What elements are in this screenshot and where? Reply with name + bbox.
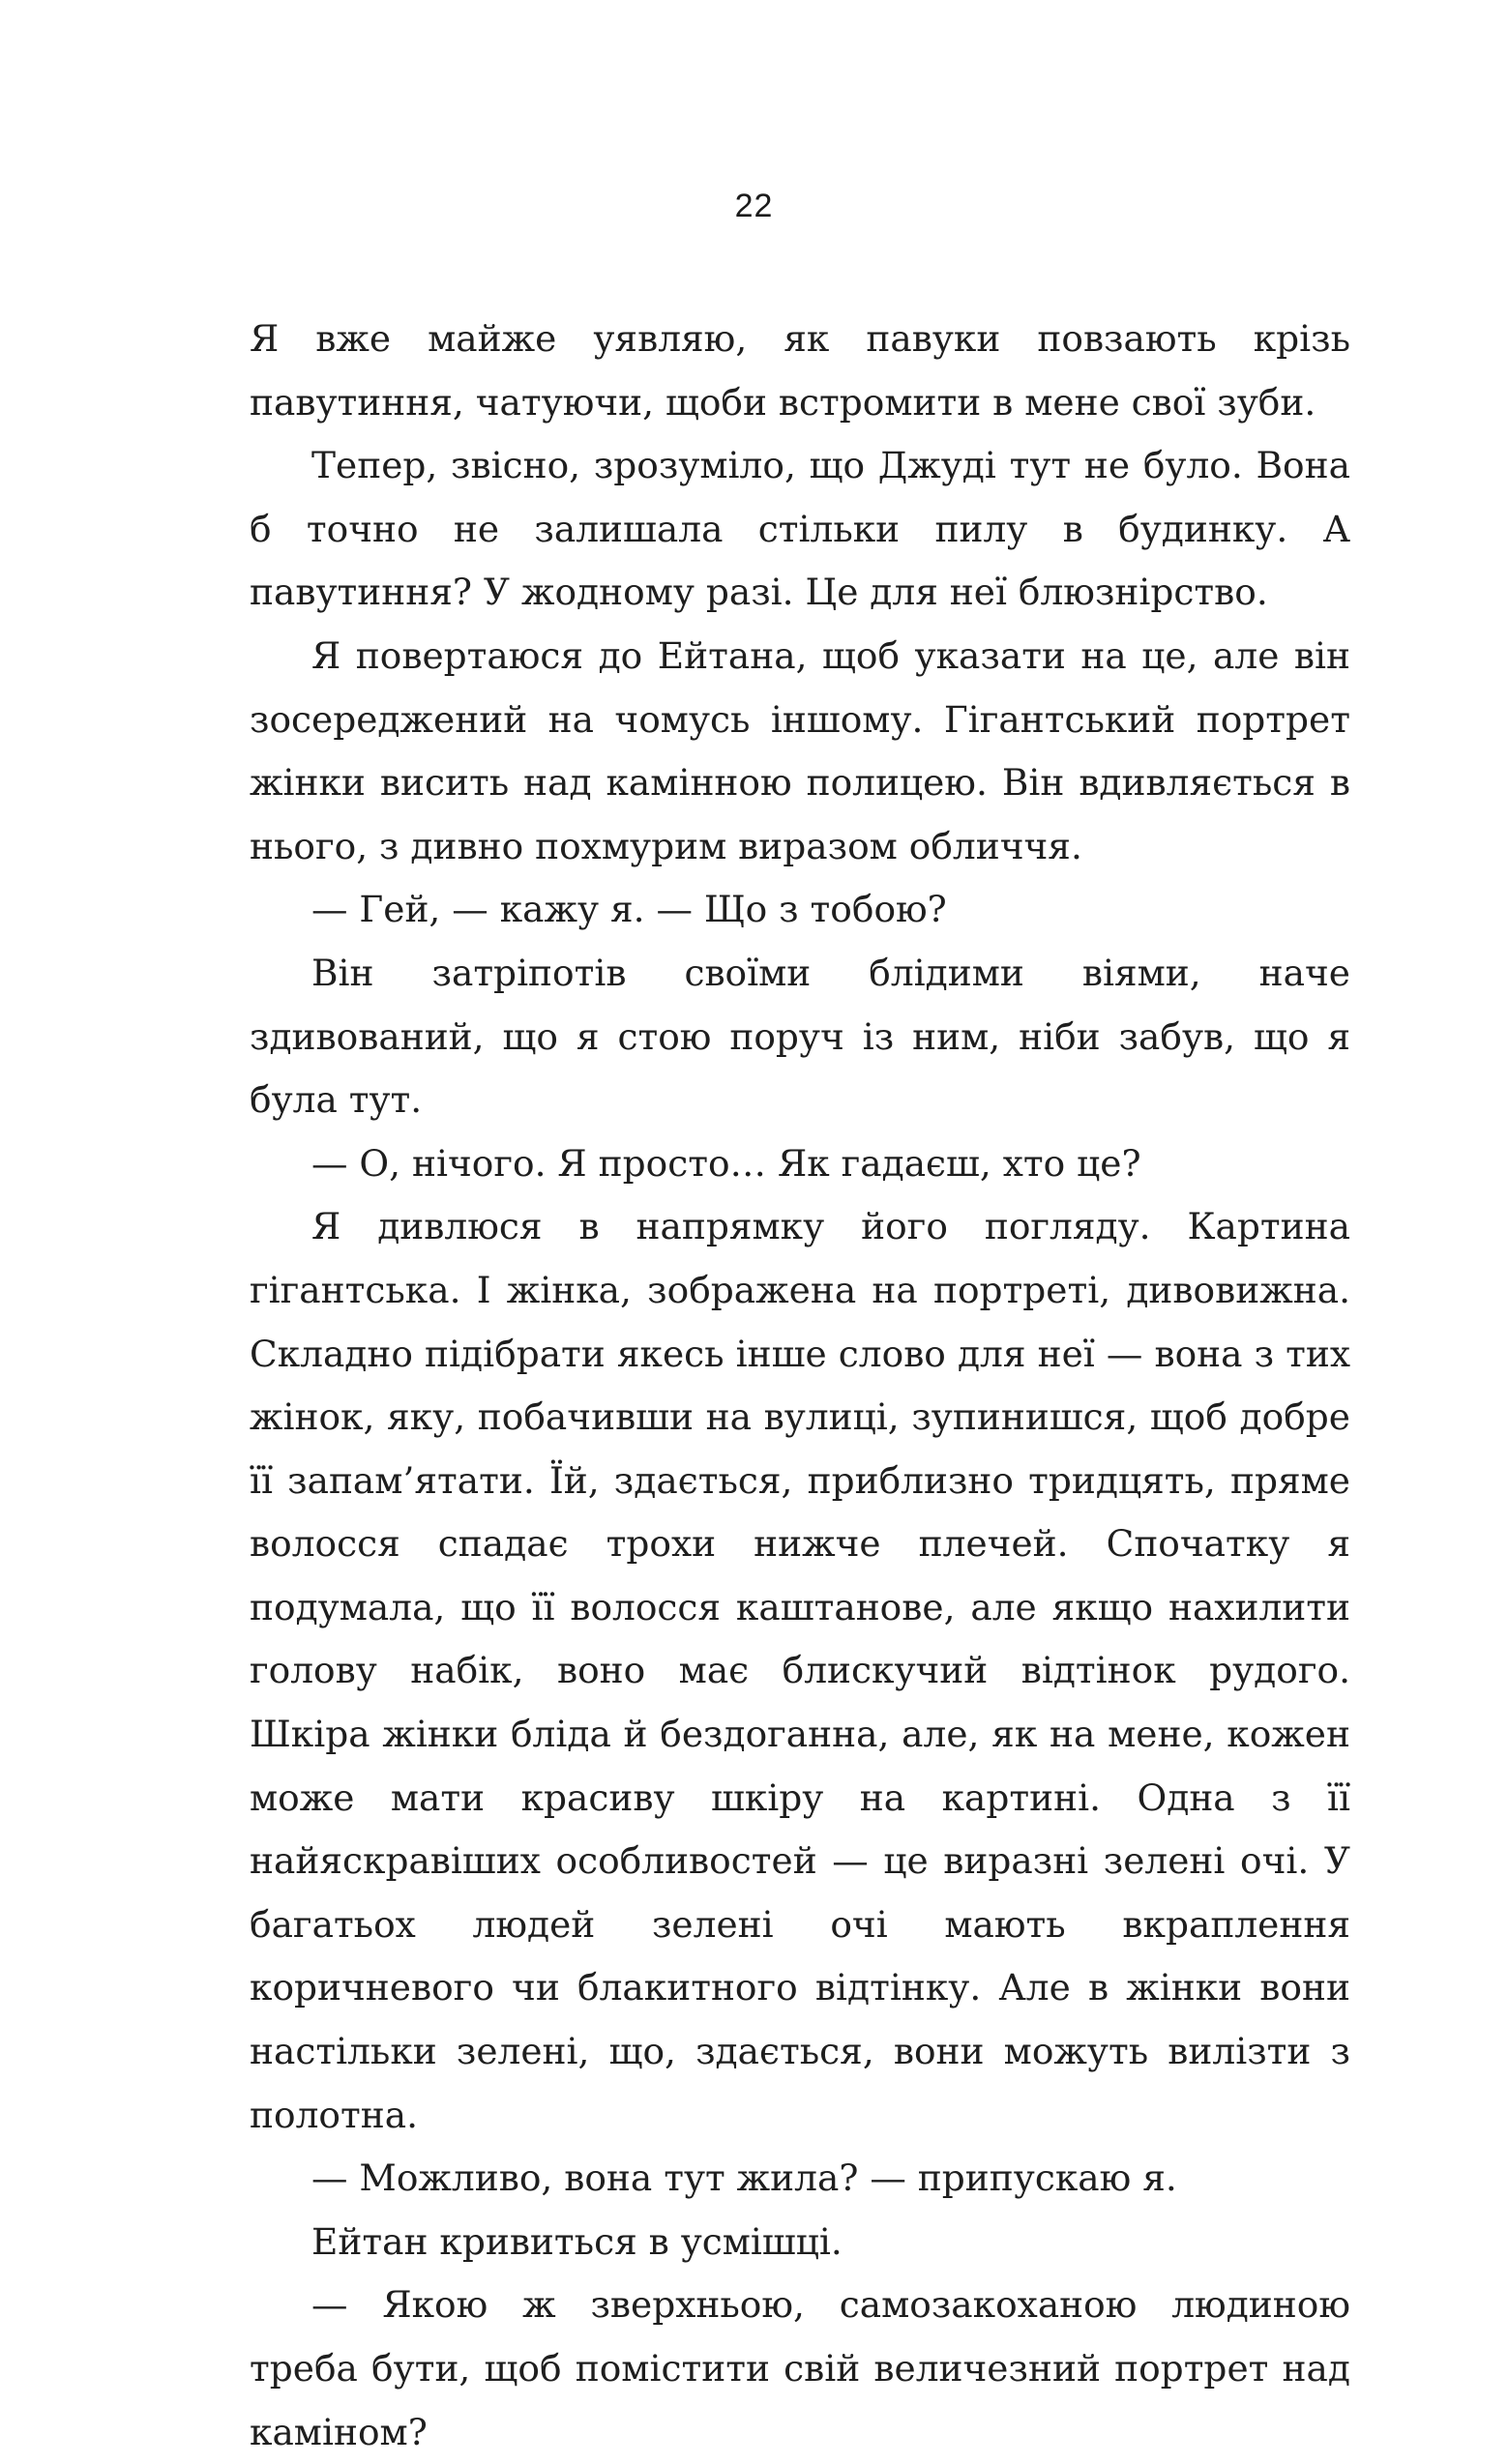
body-text xyxy=(250,308,1350,2464)
dialogue-line: — Якою ж зверхньою, самозакоханою людиною треба бути, щоб помістити свій величезний портрет над каміном? xyxy=(250,2283,1350,2453)
dialogue-line: — Можливо, вона тут жила? — припускаю я. xyxy=(311,2156,1177,2200)
paragraph-continued: Я вже майже уявляю, як павуки повзають крізь павутиння, чатуючи, щоби встромити в мене свої зуби. xyxy=(250,317,1350,424)
paragraph: Я повертаюся до Ейтана, щоб указати на це, але він зосереджений на чомусь іншому. Гігантський портрет жінки висить над камінною полицею. Він вдивляється в нього, з дивно похмурим виразом обличчя. xyxy=(250,633,1350,867)
page-number: 22 xyxy=(734,188,774,224)
paragraph: Я дивлюся в напрямку його погляду. Картина гігантська. І жінка, зображена на портреті, дивовижна. Складно підібрати якесь інше слово для неї — вона з тих жінок, яку, побачивши на вулиці, зупинишся, щоб добре її запам’ятати. Їй, здається, приблизно тридцять, пряме волосся спадає трохи нижче плечей. Спочатку я подумала, що її волосся каштанове, але якщо нахилити голову набік, воно має блискучий відтінок рудого. Шкіра жінки бліда й бездоганна, але, як на мене, кожен може мати красиву шкіру на картині. Одна з її найяскравіших особливостей — це виразні зелені очі. У багатьох людей зелені очі мають вкраплення коричневого чи блакитного відтінку. Але в жінки вони настільки зелені, що, здається, вони можуть вилізти з полотна. xyxy=(250,1205,1350,2136)
paragraph: Він затріпотів своїми блідими віями, наче здивований, що я стою поруч із ним, ніби забув, що я була тут. xyxy=(250,951,1350,1122)
paragraph: Тепер, звісно, зрозуміло, що Джуді тут не було. Вона б точно не залишала стільки пилу в будинку. А павутиння? У жодному разі. Це для неї блюзнірство. xyxy=(250,444,1350,614)
paragraph: Ейтан кривиться в усмішці. xyxy=(311,2219,843,2263)
dialogue-line: — Гей, — кажу я. — Що з тобою? xyxy=(311,888,947,931)
dialogue-line: — О, нічого. Я просто… Як гадаєш, хто це? xyxy=(311,1141,1141,1185)
